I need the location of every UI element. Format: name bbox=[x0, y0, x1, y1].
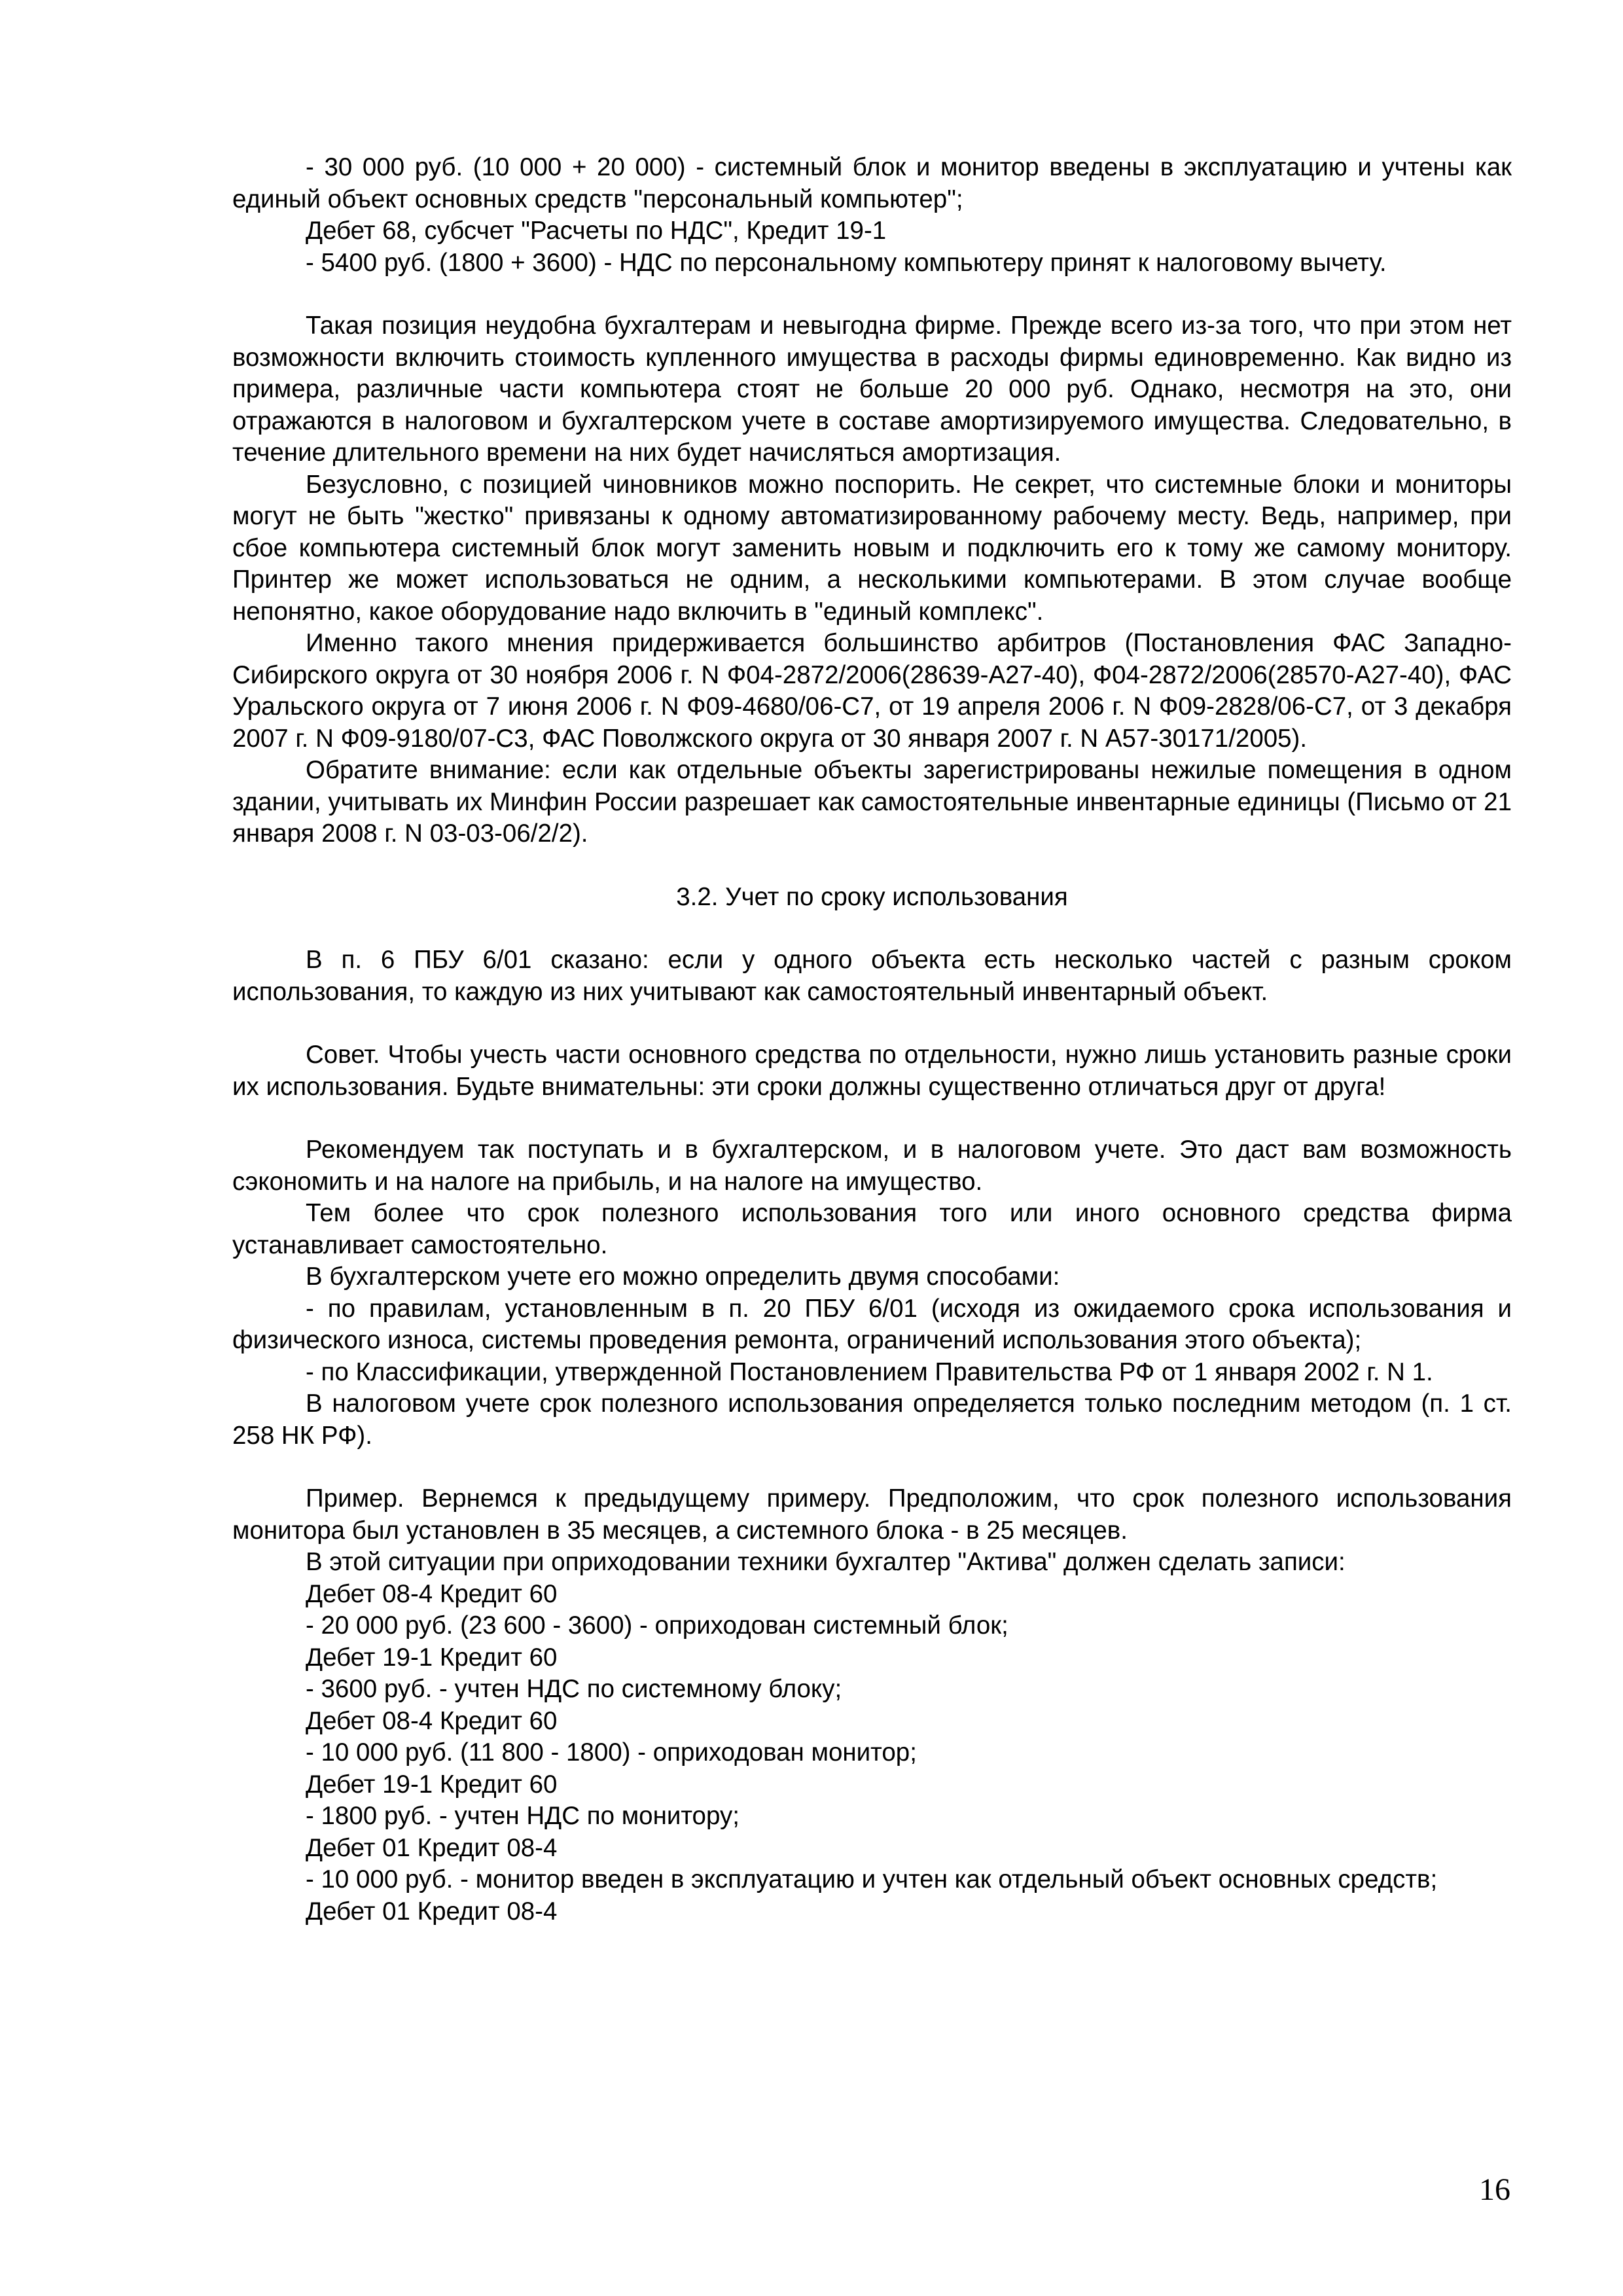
entry-line: Дебет 01 Кредит 08-4 bbox=[306, 1897, 558, 1926]
paragraph: Такая позиция неудобна бухгалтерам и невыгодна фирме. Прежде всего из-за того, что при этом нет возможности включить стоимость купленного имущества в расходы фирмы единовременно. Как видно из примера, различные части компьютера стоят не больше 20 000 руб. Однако, несмотря на это, они отражаются в налоговом и бухгалтерском учете в составе амортизируемого имущества. Следовательно, в течение длительного времени на них будет начисляться амортизация. bbox=[232, 312, 1512, 467]
section-heading: 3.2. Учет по сроку использования bbox=[676, 882, 1068, 911]
paragraph: В п. 6 ПБУ 6/01 сказано: если у одного объекта есть несколько частей с разным сроком использования, то каждую из них учитывают как самостоятельный инвентарный объект. bbox=[232, 946, 1512, 1006]
entry-line: Дебет 08-4 Кредит 60 bbox=[306, 1706, 558, 1735]
list-item: - по Классификации, утвержденной Постановлением Правительства РФ от 1 января 2002 г. N 1. bbox=[306, 1357, 1433, 1386]
example-paragraph: Пример. Вернемся к предыдущему примеру. Предположим, что срок полезного использования монитора был установлен в 35 месяцев, а системного блока - в 25 месяцев. bbox=[232, 1484, 1512, 1545]
entry-line: - 20 000 руб. (23 600 - 3600) - оприходован системный блок; bbox=[306, 1611, 1008, 1640]
paragraph: Рекомендуем так поступать и в бухгалтерском, и в налоговом учете. Это даст вам возможность сэкономить и на налоге на прибыль, и на налоге на имущество. bbox=[232, 1136, 1512, 1196]
paragraph: Дебет 68, субсчет "Расчеты по НДС", Кредит 19-1 bbox=[306, 217, 887, 245]
entry-line: - 10 000 руб. (11 800 - 1800) - оприходован монитор; bbox=[306, 1738, 917, 1767]
paragraph: В бухгалтерском учете его можно определить двумя способами: bbox=[306, 1263, 1060, 1291]
paragraph: - 5400 руб. (1800 + 3600) - НДС по персональному компьютеру принят к налоговому вычету. bbox=[306, 248, 1387, 277]
entry-line: Дебет 01 Кредит 08-4 bbox=[306, 1833, 558, 1862]
entry-line: Дебет 19-1 Кредит 60 bbox=[306, 1643, 558, 1672]
entry-line: - 10 000 руб. - монитор введен в эксплуатацию и учтен как отдельный объект основных средств; bbox=[306, 1865, 1438, 1893]
paragraph: Тем более что срок полезного использования того или иного основного средства фирма устанавливает самостоятельно. bbox=[232, 1199, 1512, 1259]
entry-line: - 1800 руб. - учтен НДС по монитору; bbox=[306, 1802, 740, 1830]
entry-line: Дебет 08-4 Кредит 60 bbox=[306, 1579, 558, 1608]
paragraph: Безусловно, с позицией чиновников можно поспорить. Не секрет, что системные блоки и мониторы могут не быть "жестко" привязаны к одному автоматизированному рабочему месту. Ведь, например, при сбое компьютера системный блок могут заменить новым и подключить его к тому же самому монитору. Принтер же может использоваться не одним, а несколькими компьютерами. В этом случае вообще непонятно, какое оборудование надо включить в "единый комплекс". bbox=[232, 470, 1512, 626]
advice-paragraph: Совет. Чтобы учесть части основного средства по отдельности, нужно лишь установить разные сроки их использования. Будьте внимательны: эти сроки должны существенно отличаться друг от друга! bbox=[232, 1041, 1512, 1101]
paragraph: В этой ситуации при оприходовании техники бухгалтер "Актива" должен сделать записи: bbox=[306, 1548, 1346, 1576]
entry-line: Дебет 19-1 Кредит 60 bbox=[306, 1770, 558, 1799]
paragraph: В налоговом учете срок полезного использования определяется только последним методом (п. 1 ст. 258 НК РФ). bbox=[232, 1390, 1512, 1450]
list-item: - по правилам, установленным в п. 20 ПБУ 6/01 (исходя из ожидаемого срока использования и физического износа, системы проведения ремонта, ограничений использования этого объекта); bbox=[232, 1294, 1512, 1354]
page-number: 16 bbox=[1479, 2172, 1510, 2207]
document-page bbox=[232, 152, 1512, 1928]
paragraph: Обратите внимание: если как отдельные объекты зарегистрированы нежилые помещения в одном здании, учитывать их Минфин России разрешает как самостоятельные инвентарные единицы (Письмо от 21 января 2008 г. N 03-03-06/2/2). bbox=[232, 756, 1512, 848]
paragraph: - 30 000 руб. (10 000 + 20 000) - системный блок и монитор введены в эксплуатацию и учтены как единый объект основных средств "персональный компьютер"; bbox=[232, 153, 1512, 213]
paragraph: Именно такого мнения придерживается большинство арбитров (Постановления ФАС Западно-Сибирского округа от 30 ноября 2006 г. N Ф04-2872/2006(28639-А27-40), Ф04-2872/2006(28570-А27-40), ФАС Уральского округа от 7 июня 2006 г. N Ф09-4680/06-С7, от 19 апреля 2006 г. N Ф09-2828/06-С7, от 3 декабря 2007 г. N Ф09-9180/07-С3, ФАС Поволжского округа от 30 января 2007 г. N А57-30171/2005). bbox=[232, 629, 1512, 753]
entry-line: - 3600 руб. - учтен НДС по системному блоку; bbox=[306, 1675, 842, 1703]
